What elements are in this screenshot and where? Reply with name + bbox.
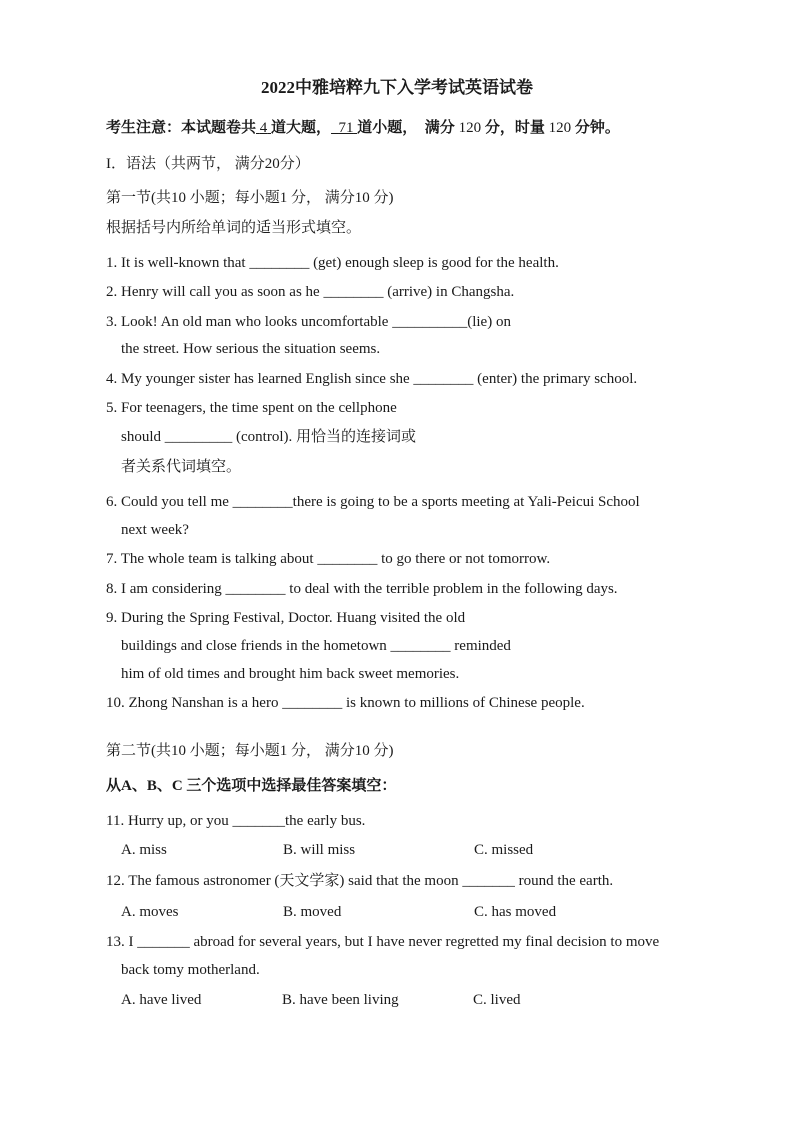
notice-mid2: 道小题， (357, 120, 418, 136)
section2-heading: 第二节(共10 小题；每小题1 分， 满分10 分) (106, 743, 394, 759)
question-line: 9. During the Spring Festival, Doctor. Huang visited the old (106, 610, 466, 626)
notice-time: 120 (548, 120, 572, 136)
question-line: 者关系代词填空。 (121, 459, 242, 475)
notice-section-count (256, 120, 271, 136)
exam-title: 2022中雅培粹九下入学考试英语试卷 (261, 78, 533, 97)
question-line: 10. Zhong Nanshan is a hero ________ is known to millions of Chinese people. (106, 695, 585, 711)
section1-heading: 第一节(共10 小题；每小题1 分， 满分10 分) (106, 190, 394, 206)
notice-score-mid: 分，时量 (484, 120, 545, 136)
notice-score-prefix: 满分 (424, 120, 455, 136)
question-line: 2. Henry will call you as soon as he ________ (arrive) in Changsha. (106, 284, 515, 300)
part1-heading: I．语法（共两节， 满分20分） (106, 156, 310, 172)
mc-option-a: A. have lived (121, 992, 202, 1008)
mc-option-a: A. miss (121, 842, 167, 858)
mc-question-stem-cont: back tomy motherland. (121, 962, 260, 978)
notice-score: 120 (458, 120, 482, 136)
section1-instruction: 根据括号内所给单词的适当形式填空。 (106, 220, 362, 236)
notice-mid1: 道大题， (271, 120, 332, 136)
mc-option-b: B. moved (283, 904, 342, 920)
exam-notice (106, 119, 620, 137)
notice-question-count (331, 120, 357, 136)
notice-prefix: 考生注意：本试题卷共 (106, 120, 257, 136)
mc-option-c: C. lived (473, 992, 521, 1008)
question-line: 6. Could you tell me ________there is going to be a sports meeting at Yali-Peicui School (106, 494, 640, 510)
notice-suffix: 分钟。 (574, 120, 620, 136)
question-line: the street. How serious the situation seems. (121, 341, 381, 357)
question-line: 3. Look! An old man who looks uncomfortable __________(lie) on (106, 314, 511, 330)
mc-option-a: A. moves (121, 904, 179, 920)
question-line: 8. I am considering ________ to deal with the terrible problem in the following days. (106, 581, 618, 597)
mc-question-stem: 13. I _______ abroad for several years, but I have never regretted my final decision to move (106, 934, 660, 950)
section2-instruction: 从A、B、C 三个选项中选择最佳答案填空： (106, 778, 397, 794)
question-line: buildings and close friends in the hometown ________ reminded (121, 638, 511, 654)
question-line: 5. For teenagers, the time spent on the cellphone (106, 400, 397, 416)
notice-n2: 71 (338, 120, 354, 136)
question-line: should _________ (control). 用恰当的连接词或 (121, 429, 416, 445)
question-line: next week? (121, 522, 189, 538)
notice-n1: 4 (259, 120, 268, 136)
question-line: him of old times and brought him back sweet memories. (121, 666, 460, 682)
question-line: 4. My younger sister has learned English since she ________ (enter) the primary school. (106, 371, 638, 387)
mc-option-c: C. has moved (474, 904, 557, 920)
mc-option-c: C. missed (474, 842, 534, 858)
mc-option-b: B. will miss (283, 842, 356, 858)
mc-question-stem: 12. The famous astronomer (天文学家) said that the moon _______ round the earth. (106, 873, 614, 889)
question-line: 1. It is well-known that ________ (get) enough sleep is good for the health. (106, 255, 559, 271)
question-line: 7. The whole team is talking about ________ to go there or not tomorrow. (106, 551, 551, 567)
mc-option-b: B. have been living (282, 992, 399, 1008)
mc-question-stem: 11. Hurry up, or you _______the early bus. (106, 813, 366, 829)
